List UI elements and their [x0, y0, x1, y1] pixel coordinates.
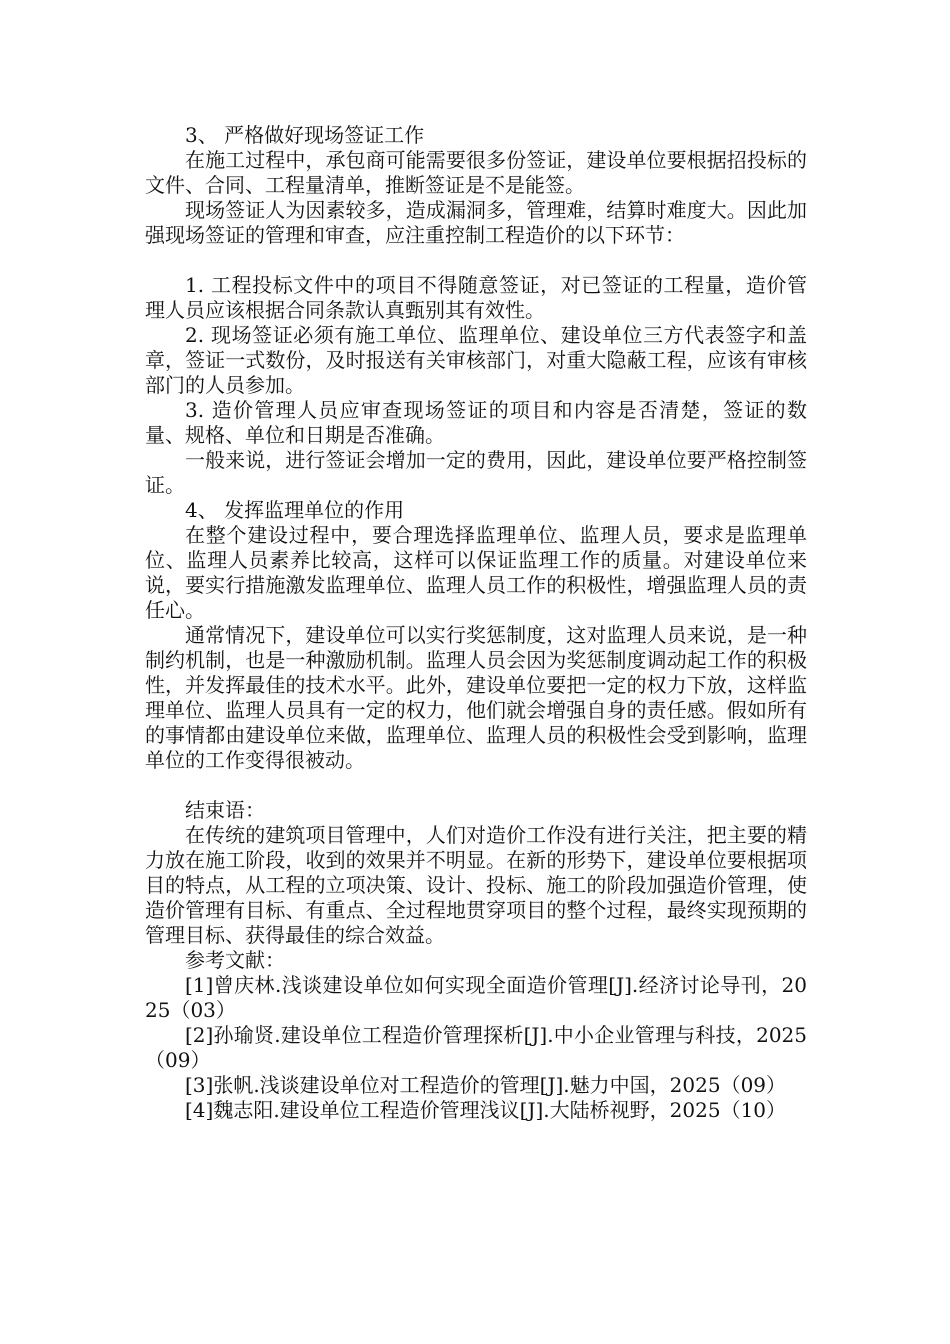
section-3-item-1: 1. 工程投标文件中的项目不得随意签证，对已签证的工程量，造价管理人员应该根据合同条款认真甄别其有效性。: [145, 273, 807, 322]
document-page: [145, 123, 807, 1123]
blank-line: [145, 248, 807, 273]
section-3-item-2: 2. 现场签证必须有施工单位、监理单位、建设单位三方代表签字和盖章，签证一式数份，及时报送有关审核部门，对重大隐蔽工程，应该有审核部门的人员参加。: [145, 323, 807, 397]
section-4-heading: 4、 发挥监理单位的作用: [185, 498, 405, 522]
references-heading: 参考文献：: [185, 948, 285, 972]
section-3-paragraph-2: 现场签证人为因素较多，造成漏洞多，管理难，结算时难度大。因此加强现场签证的管理和审查，应注重控制工程造价的以下环节：: [145, 198, 807, 247]
section-3-item-3: 3. 造价管理人员应审查现场签证的项目和内容是否清楚，签证的数量、规格、单位和日期是否准确。: [145, 398, 807, 447]
reference-2: [2]孙瑜贤.建设单位工程造价管理探析[J].中小企业管理与科技，2025（09）: [145, 1023, 807, 1072]
blank-line: [145, 773, 807, 798]
reference-4: [4]魏志阳.建设单位工程造价管理浅议[J].大陆桥视野，2025（10）: [185, 1098, 787, 1122]
section-3-paragraph-3: 一般来说，进行签证会增加一定的费用，因此，建设单位要严格控制签证。: [145, 448, 807, 497]
section-4-paragraph-1: 在整个建设过程中，要合理选择监理单位、监理人员，要求是监理单位、监理人员素养比较高，这样可以保证监理工作的质量。对建设单位来说，要实行措施激发监理单位、监理人员工作的积极性，增强监理人员的责任心。: [145, 523, 807, 622]
section-3-heading: 3、 严格做好现场签证工作: [185, 123, 425, 147]
reference-1: [1]曾庆林.浅谈建设单位如何实现全面造价管理[J].经济讨论导刊，2025（03）: [145, 973, 807, 1022]
reference-3: [3]张帆.浅谈建设单位对工程造价的管理[J].魅力中国，2025（09）: [185, 1073, 787, 1097]
conclusion-heading: 结束语：: [185, 798, 265, 822]
conclusion-paragraph: 在传统的建筑项目管理中，人们对造价工作没有进行关注，把主要的精力放在施工阶段，收到的效果并不明显。在新的形势下，建设单位要根据项目的特点，从工程的立项决策、设计、投标、施工的阶段加强造价管理，使造价管理有目标、有重点、全过程地贯穿项目的整个过程，最终实现预期的管理目标、获得最佳的综合效益。: [145, 823, 807, 947]
section-4-paragraph-2: 通常情况下，建设单位可以实行奖惩制度，这对监理人员来说，是一种制约机制，也是一种激励机制。监理人员会因为奖惩制度调动起工作的积极性，并发挥最佳的技术水平。此外，建设单位要把一定的权力下放，这样监理单位、监理人员具有一定的权力，他们就会增强自身的责任感。假如所有的事情都由建设单位来做，监理单位、监理人员的积极性会受到影响，监理单位的工作变得很被动。: [145, 623, 807, 772]
section-3-paragraph-1: 在施工过程中，承包商可能需要很多份签证，建设单位要根据招投标的文件、合同、工程量清单，推断签证是不是能签。: [145, 148, 807, 197]
